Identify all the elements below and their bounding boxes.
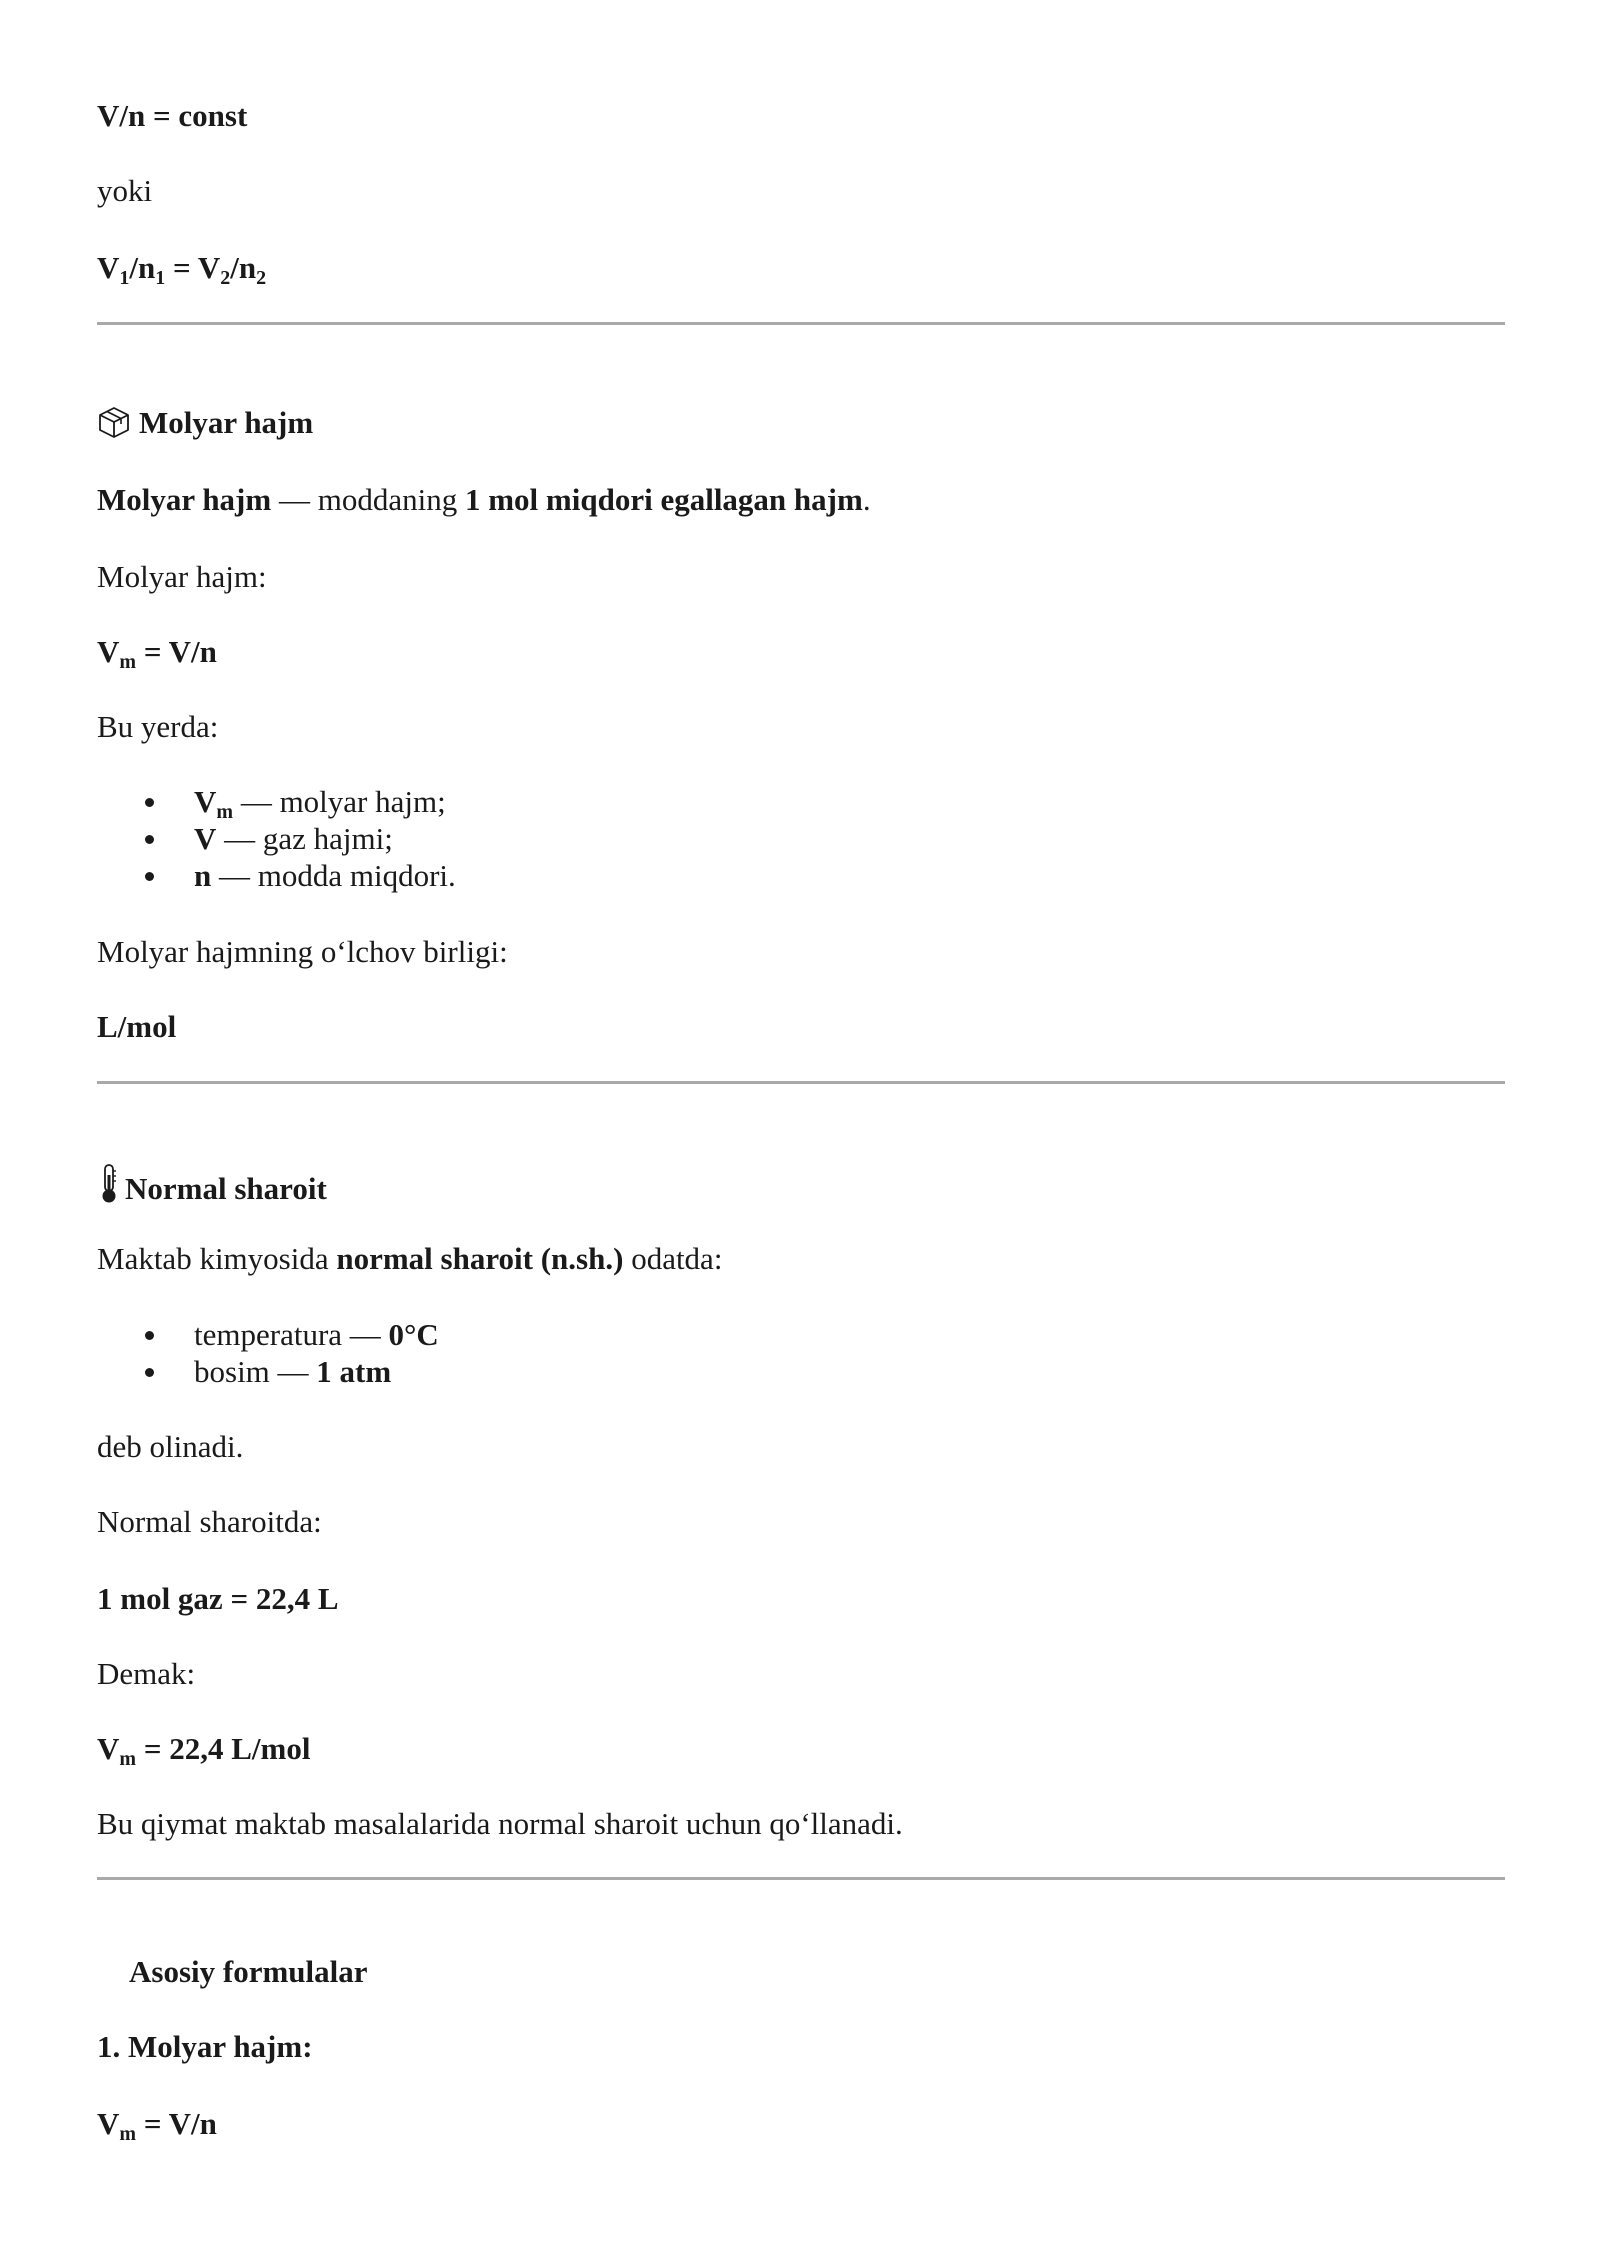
normal-conditions-intro: Maktab kimyosida normal sharoit (n.sh.) odatda: <box>97 1241 723 1276</box>
list-item: n — modda miqdori. <box>97 857 456 894</box>
section-heading-molar-volume: Molyar hajm <box>97 404 313 448</box>
in-normal-text: Normal sharoitda: <box>97 1504 322 1539</box>
package-icon <box>97 405 131 448</box>
taken-text: deb olinadi. <box>97 1429 244 1464</box>
divider <box>97 322 1505 325</box>
list-item: bosim — 1 atm <box>97 1353 439 1390</box>
mol-gas-formula: 1 mol gaz = 22,4 L <box>97 1581 339 1616</box>
usage-note: Bu qiymat maktab masalalarida normal sharoit uchun qo‘llanadi. <box>97 1806 903 1841</box>
unit-intro: Molyar hajmning o‘lchov birligi: <box>97 934 508 969</box>
list-item: temperatura — 0°C <box>97 1316 439 1353</box>
divider <box>97 1081 1505 1084</box>
molar-volume-formula-2: $V_m = V/n$ <box>97 2106 217 2145</box>
therefore-text: Demak: <box>97 1656 196 1691</box>
conditions-list <box>97 1316 439 1390</box>
formula-ratio: $V_1/n_1 = V_2/n_2$ <box>97 250 267 289</box>
molar-volume-definition: Molyar hajm — moddaning 1 mol miqdori egallagan hajm. <box>97 482 871 517</box>
divider <box>97 1877 1505 1880</box>
section-heading-normal-conditions: Normal sharoit <box>97 1163 327 1214</box>
molar-volume-formula: $V_m = V/n$ <box>97 634 217 673</box>
where-text: Bu yerda: <box>97 709 219 744</box>
section-heading-formulas: Asosiy formulalar <box>129 1954 368 1989</box>
unit-value: L/mol <box>97 1009 177 1044</box>
formula-const: V/n = const <box>97 98 248 133</box>
document-page <box>97 0 1505 2262</box>
formula-item-heading: 1. Molyar hajm: <box>97 2029 313 2064</box>
list-item: V — gaz hajmi; <box>97 820 456 857</box>
list-item: $V_m$ — molyar hajm; <box>97 783 456 820</box>
or-text: yoki <box>97 173 153 208</box>
thermometer-icon <box>97 1163 121 1214</box>
formula-intro: Molyar hajm: <box>97 559 267 594</box>
molar-volume-value: $V_m = 22,4$ L/mol <box>97 1731 311 1770</box>
variable-list <box>97 783 456 894</box>
